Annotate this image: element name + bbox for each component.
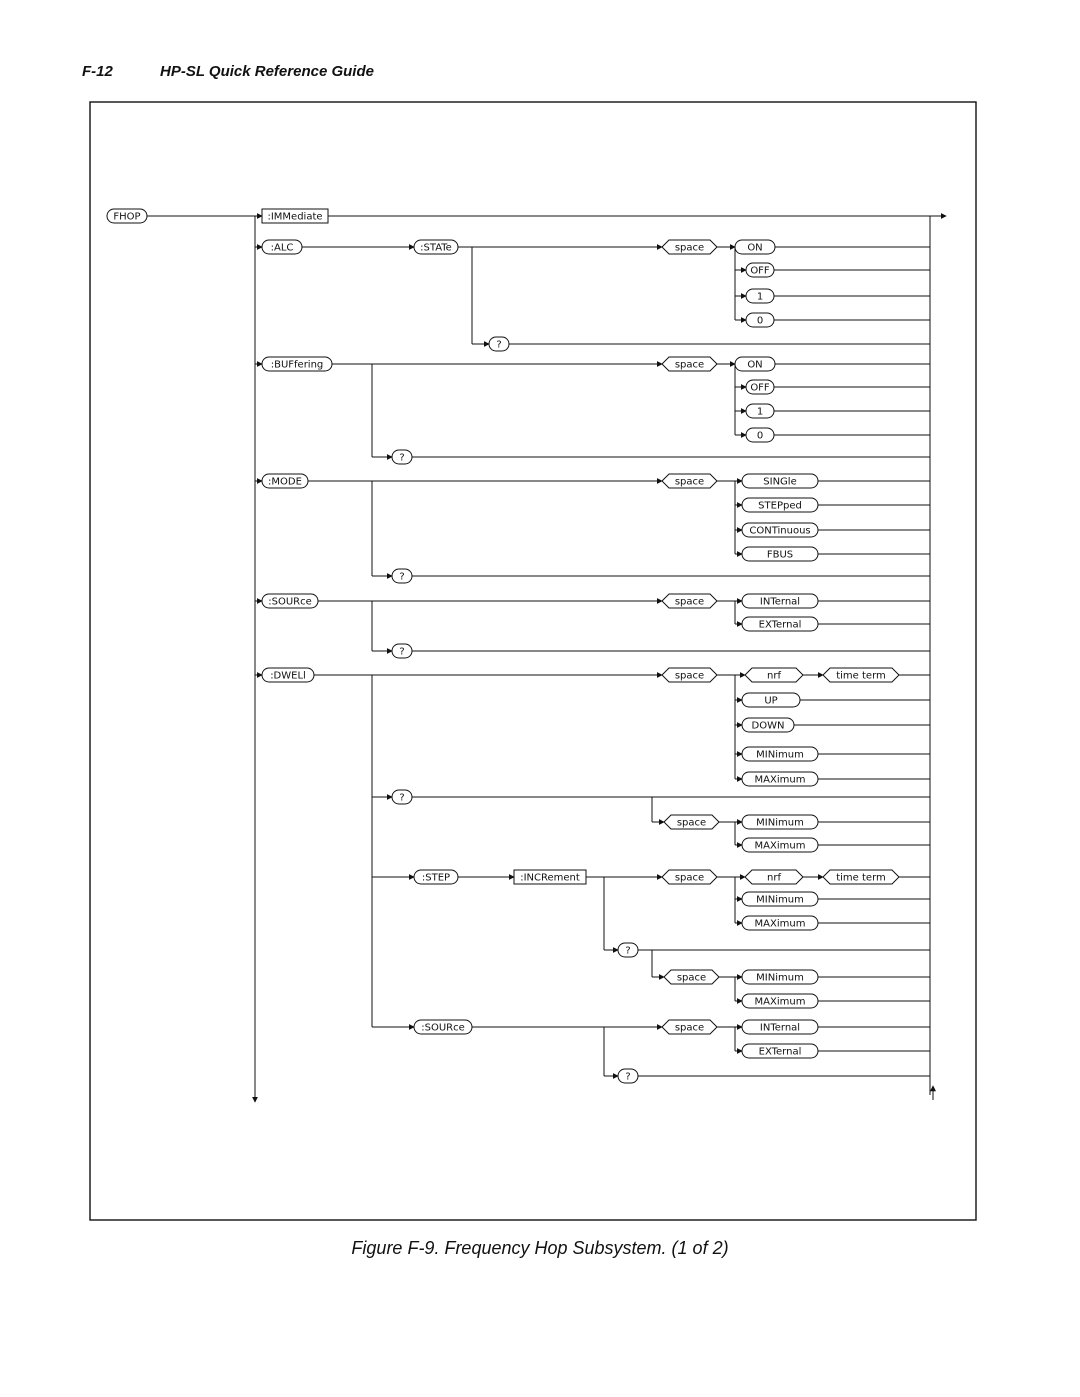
buffering-opt-off: [746, 380, 774, 394]
svg-text::ALC: :ALC: [270, 242, 294, 254]
page-number: F-12: [82, 63, 113, 80]
svg-text:time term: time term: [836, 872, 886, 884]
source-query: [392, 644, 412, 658]
svg-text:CONTinuous: CONTinuous: [749, 525, 811, 537]
svg-text:MINimum: MINimum: [756, 894, 804, 906]
svg-text:ON: ON: [747, 359, 763, 371]
step-query: [618, 943, 638, 957]
svg-text:?: ?: [625, 945, 631, 957]
svg-text:INTernal: INTernal: [759, 1022, 801, 1034]
step-query-opt-maximum: [742, 994, 818, 1008]
svg-text:FHOP: FHOP: [113, 211, 141, 223]
step-query-space: [664, 970, 719, 984]
svg-text:1: 1: [756, 291, 764, 303]
svg-text:OFF: OFF: [750, 382, 770, 394]
alc-opt-on: [735, 240, 775, 254]
dwell-source-space: [662, 1020, 717, 1034]
svg-text::STATe: :STATe: [420, 242, 452, 254]
svg-text:FBUS: FBUS: [766, 549, 794, 561]
dwell-opt-down: [742, 718, 794, 732]
buffering-opt-1: [746, 404, 774, 418]
svg-text:0: 0: [756, 315, 764, 327]
mode-query: [392, 569, 412, 583]
source-keyword: [262, 594, 318, 608]
mode-space: [662, 474, 717, 488]
alc-opt-0: [746, 313, 774, 327]
svg-text:space: space: [676, 972, 707, 984]
mode-opt-fbus: [742, 547, 818, 561]
step-query-opt-minimum: [742, 970, 818, 984]
svg-text:INTernal: INTernal: [759, 596, 801, 608]
svg-text:space: space: [674, 670, 705, 682]
svg-text:SINGle: SINGle: [763, 476, 797, 488]
mode-opt-stepped: [742, 498, 818, 512]
buffering-query: [392, 450, 412, 464]
svg-text:space: space: [674, 596, 705, 608]
alc-opt-off: [746, 263, 774, 277]
buffering-opt-on: [735, 357, 775, 371]
dwell-time-term: [823, 668, 899, 682]
svg-text:?: ?: [625, 1071, 631, 1083]
svg-text:nrf: nrf: [767, 872, 781, 884]
svg-text:MAXimum: MAXimum: [754, 774, 806, 786]
svg-text:space: space: [674, 359, 705, 371]
dwell-query-opt-minimum: [742, 815, 818, 829]
step-opt-minimum: [742, 892, 818, 906]
increment-keyword: [514, 870, 586, 884]
svg-text:space: space: [674, 242, 705, 254]
svg-text:STEPped: STEPped: [758, 500, 802, 512]
dwell-query-opt-maximum: [742, 838, 818, 852]
svg-text:?: ?: [399, 792, 405, 804]
mode-opt-single: [742, 474, 818, 488]
source-opt-internal: [742, 594, 818, 608]
svg-text:space: space: [676, 817, 707, 829]
dwell-query-space: [664, 815, 719, 829]
svg-text::SOURce: :SOURce: [421, 1022, 465, 1034]
dwell-source-keyword: [414, 1020, 472, 1034]
step-time-term: [823, 870, 899, 884]
svg-text:space: space: [674, 1022, 705, 1034]
alc-space: [662, 240, 717, 254]
svg-text:ON: ON: [747, 242, 763, 254]
dwell-source-opt-internal: [742, 1020, 818, 1034]
svg-text:?: ?: [399, 571, 405, 583]
svg-text::SOURce: :SOURce: [268, 596, 312, 608]
svg-text::DWELl: :DWELl: [270, 670, 306, 682]
svg-text:MINimum: MINimum: [756, 749, 804, 761]
svg-text:UP: UP: [764, 695, 778, 707]
svg-text:time term: time term: [836, 670, 886, 682]
step-opt-maximum: [742, 916, 818, 930]
source-space: [662, 594, 717, 608]
mode-opt-continuous: [742, 523, 818, 537]
svg-text:MINimum: MINimum: [756, 817, 804, 829]
svg-text:?: ?: [399, 452, 405, 464]
svg-text::STEP: :STEP: [421, 872, 451, 884]
alc-state-keyword: [414, 240, 458, 254]
fhop-root: [107, 209, 147, 223]
step-nrf: [745, 870, 803, 884]
svg-text:OFF: OFF: [750, 265, 770, 277]
immediate-keyword: [262, 209, 328, 223]
svg-text:EXTernal: EXTernal: [758, 619, 802, 631]
buffering-space: [662, 357, 717, 371]
dwell-opt-maximum: [742, 772, 818, 786]
svg-text:nrf: nrf: [767, 670, 781, 682]
step-keyword: [414, 870, 458, 884]
svg-text:?: ?: [399, 646, 405, 658]
svg-text:MAXimum: MAXimum: [754, 996, 806, 1008]
alc-opt-1: [746, 289, 774, 303]
dwell-keyword: [262, 668, 314, 682]
dwell-source-opt-external: [742, 1044, 818, 1058]
svg-text:space: space: [674, 476, 705, 488]
dwell-source-query: [618, 1069, 638, 1083]
svg-text:MAXimum: MAXimum: [754, 840, 806, 852]
dwell-nrf: [745, 668, 803, 682]
buffering-keyword: [262, 357, 332, 371]
dwell-space: [662, 668, 717, 682]
mode-keyword: [262, 474, 308, 488]
alc-keyword: [262, 240, 302, 254]
svg-text::MODE: :MODE: [268, 476, 302, 488]
svg-text:DOWN: DOWN: [751, 720, 785, 732]
svg-text::BUFfering: :BUFfering: [270, 359, 324, 371]
svg-text:MINimum: MINimum: [756, 972, 804, 984]
svg-text:EXTernal: EXTernal: [758, 1046, 802, 1058]
alc-query: [489, 337, 509, 351]
dwell-opt-up: [742, 693, 800, 707]
buffering-opt-0: [746, 428, 774, 442]
svg-text::INCRement: :INCRement: [520, 872, 580, 884]
source-opt-external: [742, 617, 818, 631]
svg-text:?: ?: [496, 339, 502, 351]
svg-text:MAXimum: MAXimum: [754, 918, 806, 930]
svg-text:space: space: [674, 872, 705, 884]
svg-text:0: 0: [756, 430, 764, 442]
svg-text:1: 1: [756, 406, 764, 418]
dwell-query: [392, 790, 412, 804]
step-space: [662, 870, 717, 884]
dwell-opt-minimum: [742, 747, 818, 761]
guide-title: HP-SL Quick Reference Guide: [160, 63, 374, 80]
svg-text::IMMediate: :IMMediate: [267, 211, 323, 223]
figure-caption: Figure F-9. Frequency Hop Subsystem. (1 of 2): [351, 1238, 729, 1258]
